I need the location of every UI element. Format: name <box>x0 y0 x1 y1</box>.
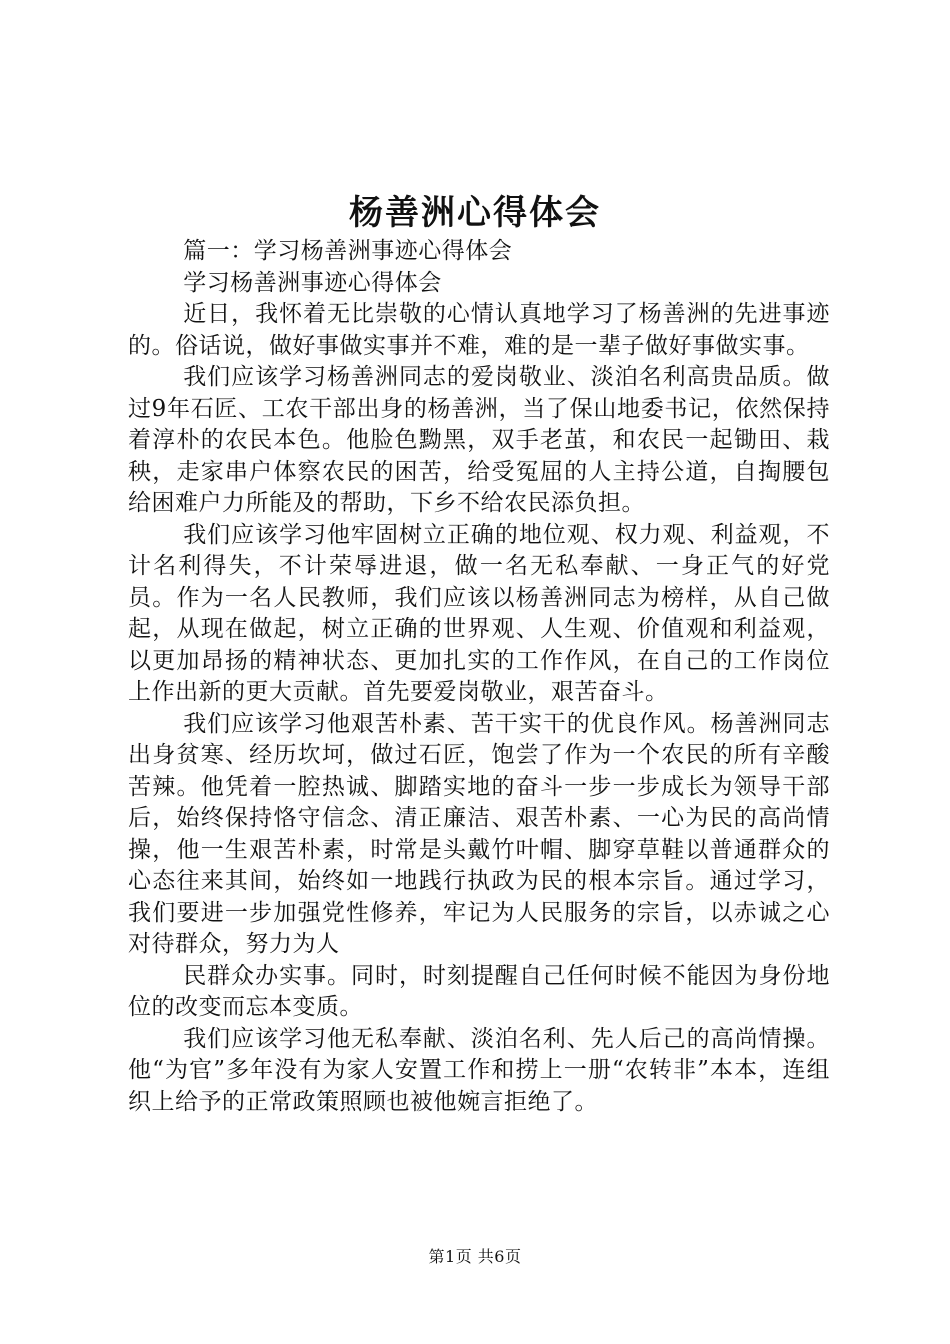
document-body <box>128 236 830 1118</box>
paragraph: 近日，我怀着无比崇敬的心情认真地学习了杨善洲的先进事迹的。俗话说，做好事做实事并不难，难的是一辈子做好事做实事。 <box>128 301 830 359</box>
paragraph: 我们应该学习他艰苦朴素、苦干实干的优良作风。杨善洲同志出身贫寒、经历坎坷，做过石匠，饱尝了作为一个农民的所有辛酸苦辣。他凭着一腔热诚、脚踏实地的奋斗一步一步成长为领导干部后，始终保持恪守信念、清正廉洁、艰苦朴素、一心为民的高尚情操，他一生艰苦朴素，时常是头戴竹叶帽、脚穿草鞋以普通群众的心态往来其间，始终如一地践行执政为民的根本宗旨。通过学习，我们要进一步加强党性修养，牢记为人民服务的宗旨，以赤诚之心对待群众，努力为人 <box>128 710 830 957</box>
paragraph: 民群众办实事。同时，时刻提醒自己任何时候不能因为身份地位的改变而忘本变质。 <box>128 962 830 1020</box>
paragraph-subtitle: 学习杨善洲事迹心得体会 <box>183 269 442 296</box>
paragraph: 我们应该学习杨善洲同志的爱岗敬业、淡泊名利高贵品质。做过9年石匠、工农干部出身的杨善洲，当了保山地委书记，依然保持着淳朴的农民本色。他脸色黝黑，双手老茧，和农民一起锄田、栽秧，走家串户体察农民的困苦，给受冤屈的人主持公道，自掏腰包给困难户力所能及的帮助，下乡不给农民添负担。 <box>128 364 830 516</box>
paragraph: 我们应该学习他无私奉献、淡泊名利、先人后己的高尚情操。他“为官”多年没有为家人安置工作和捞上一册“农转非”本本，连组织上给予的正常政策照顾也被他婉言拒绝了。 <box>128 1025 830 1115</box>
page-footer: 第1页 共6页 <box>428 1247 522 1266</box>
document-title: 杨善洲心得体会 <box>349 193 601 233</box>
paragraph: 我们应该学习他牢固树立正确的地位观、权力观、利益观，不计名利得失，不计荣辱进退，做一名无私奉献、一身正气的好党员。作为一名人民教师，我们应该以杨善洲同志为榜样，从自己做起，从现在做起，树立正确的世界观、人生观、价值观和利益观，以更加昂扬的精神状态、更加扎实的工作作风，在自己的工作岗位上作出新的更大贡献。首先要爱岗敬业，艰苦奋斗。 <box>128 521 830 705</box>
paragraph-section-heading: 篇一：学习杨善洲事迹心得体会 <box>183 238 513 264</box>
